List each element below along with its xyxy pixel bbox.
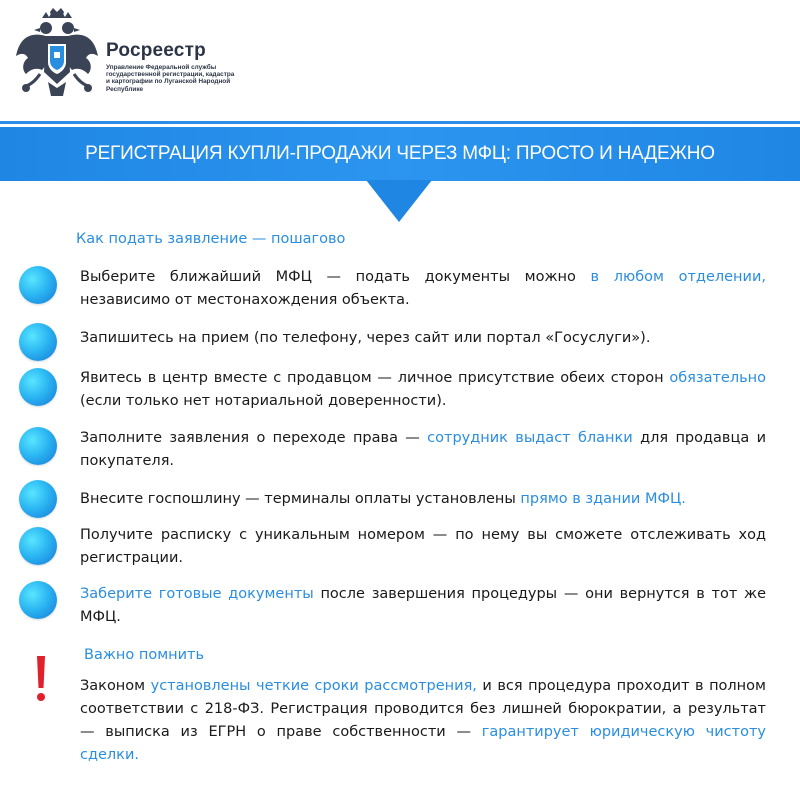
bullet-dot-icon [19, 427, 57, 465]
step-text: Заполните заявления о переходе права — сотрудник выдаст бланки для продавца и покупателя. [80, 430, 766, 469]
step-text: Получите расписку с уникальным номером — по нему вы сможете отслеживать ход регистрации. [80, 527, 766, 566]
brand-name: Росреестр [106, 40, 206, 61]
bullet-dot-icon [19, 266, 57, 304]
step-text: Явитесь в центр вместе с продавцом — личное присутствие обеих сторон обязательно (если только нет нотариальной доверенности). [80, 370, 766, 409]
bullet-dot-icon [19, 480, 57, 518]
bullet-dot-icon [19, 581, 57, 619]
bullet-dot-icon [19, 323, 57, 361]
bullet-dot-icon [19, 527, 57, 565]
step-text: Выберите ближайший МФЦ — подать документы можно в любом отделении, независимо от местонахождения объекта. [80, 269, 766, 308]
section-title: Как подать заявление — пошагово [76, 231, 346, 247]
step-text: Заберите готовые документы после завершения процедуры — они вернутся в тот же МФЦ. [80, 586, 767, 625]
bullet-dot-icon [19, 368, 57, 406]
step-text: Внесите госпошлину — терминалы оплаты установлены прямо в здании МФЦ. [80, 491, 686, 507]
important-text: Законом установлены четкие сроки рассмотрения, и вся процедура проходит в полном соответствии с 218-ФЗ. Регистрация проводится без лишней бюрократии, а результат — выписка из ЕГРН о праве собственности — гарантирует юридическую чистоту сделки. [80, 678, 766, 763]
banner-title: РЕГИСТРАЦИЯ КУПЛИ-ПРОДАЖИ ЧЕРЕЗ МФЦ: ПРОСТО И НАДЕЖНО [85, 143, 715, 164]
step-text: Запишитесь на прием (по телефону, через сайт или портал «Госуслуги»). [80, 330, 651, 346]
important-title: Важно помнить [84, 647, 205, 663]
brand-subtitle: Управление Федеральной службы государственной регистрации, кадастра и картографии по Луганской Народной Республике [106, 64, 235, 93]
exclamation-icon [34, 656, 48, 702]
